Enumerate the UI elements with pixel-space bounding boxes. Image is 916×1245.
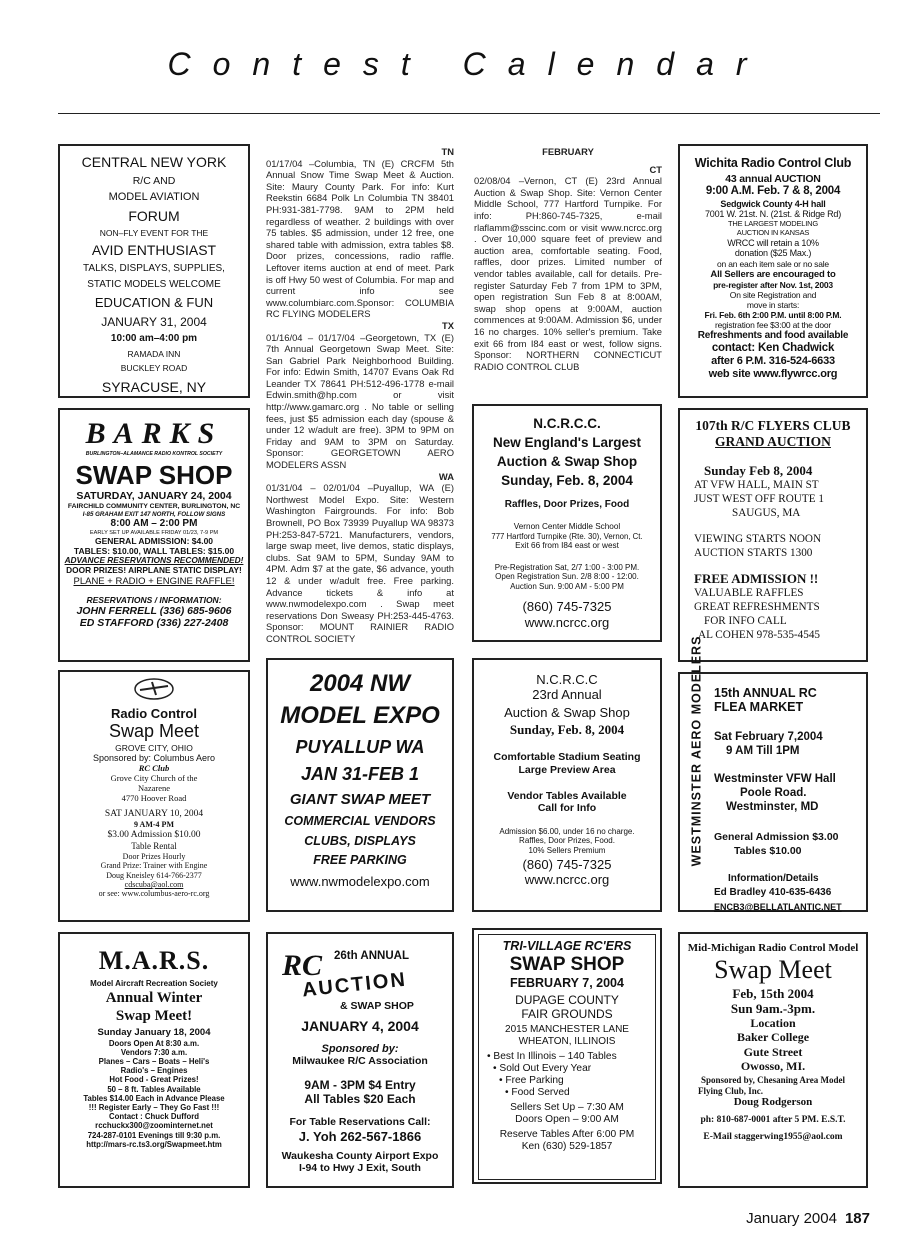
- ad-line: (860) 745-7325: [522, 857, 612, 873]
- listings-column-1: [266, 146, 454, 644]
- ad-line: NON–FLY EVENT FOR THE: [99, 228, 209, 239]
- ad-line: BARKS: [85, 417, 223, 450]
- ad-line: FOR INFO CALL: [704, 614, 787, 627]
- ad-line: Comfortable Stadium Seating: [493, 751, 641, 764]
- ad-line: Auction & Swap Shop: [496, 453, 638, 469]
- ad-line: JOHN FERRELL (336) 685-9606: [76, 605, 232, 618]
- ad-line: All Tables $20 Each: [304, 1092, 416, 1107]
- ad-line: VALUABLE RAFFLES: [694, 586, 804, 599]
- ad-line: Annual Winter: [105, 990, 203, 1007]
- ad-line: Contact : Chuck Dufford: [108, 1112, 200, 1122]
- ad-line: 9:00 A.M. Feb. 7 & 8, 2004: [705, 185, 841, 198]
- ad-line: I-94 to Hwy J Exit, South: [299, 1162, 421, 1175]
- ad-line: Milwaukee R/C Association: [292, 1055, 428, 1068]
- ad-line: Doug Rodgerson: [733, 1096, 813, 1109]
- ad-line: N.C.R.C.C: [536, 672, 598, 687]
- ad-line: Sunday, Feb. 8, 2004: [509, 721, 625, 737]
- ad-nw-model-expo: [266, 658, 454, 912]
- ad-line: CLUBS, DISPLAYS: [304, 833, 416, 848]
- ad-line: move in starts:: [746, 300, 800, 311]
- ad-line: 9AM - 3PM $4 Entry: [304, 1077, 416, 1092]
- ad-line: Admission $6.00, under 16 no charge.: [499, 826, 635, 836]
- ad-line: & SWAP SHOP: [340, 1000, 414, 1012]
- ad-line: AUCTION STARTS 1300: [694, 546, 813, 559]
- ad-line: SAUGUS, MA: [732, 506, 801, 519]
- ad-line: Sunday Feb 8, 2004: [704, 462, 813, 478]
- ad-line: after 6 P.M. 316-524-6633: [711, 355, 835, 368]
- ad-westminster-flea-market: [678, 635, 868, 912]
- ad-line: CENTRAL NEW YORK: [81, 154, 227, 170]
- ad-line: JANUARY 4, 2004: [301, 1018, 419, 1034]
- ad-line: GREAT REFRESHMENTS: [694, 600, 820, 613]
- ad-grove-city-swap-meet: [58, 670, 250, 922]
- ad-line: N.C.R.C.C.: [533, 416, 601, 431]
- ad-line: TABLES: $10.00, WALL TABLES: $15.00: [73, 546, 235, 557]
- ad-line: $3.00 Admission $10.00: [107, 829, 201, 840]
- ad-line: ADVANCE RESERVATIONS RECOMMENDED!: [64, 555, 244, 566]
- listing-columbia-tn: 01/17/04 –Columbia, TN (E) CRCFM 5th Annual Snow Time Swap Meet & Auction. Site: Maury County Park. For info: Kurt Reekstin 6684 Polk Ln Columbia TN 38401 PH:931-381-7798. 9AM to 2PM held regardless of weather. 2 buildings with over 75 tables. $5 admission, under 12 free, one shared table with admission, extra tables $8. Door prizes, concessions, radio raffle. Leftover items auction at end of meet. Park is off Hwy 50 west of Columbia. For map and current info see www.columbiarc.com.Sponsor: COLUMBIA RC FLYING MODELERS: [266, 157, 454, 320]
- ad-line: ENCB3@BELLATLANTIC.NET: [714, 902, 842, 912]
- ad-line: Sponsored by, Chesaning Area Model: [701, 1074, 845, 1085]
- ad-line: EARLY SET UP AVAILABLE FRIDAY 01/23, 7-9 PM: [89, 529, 219, 536]
- ad-line: R/C AND: [132, 174, 176, 187]
- ad-line: Swap Meet!: [115, 1007, 193, 1024]
- ad-line: FORUM: [128, 207, 180, 224]
- ad-line: RC Club: [138, 763, 170, 774]
- ad-line: Owosso, MI.: [740, 1058, 806, 1073]
- ad-line: Swap Meet: [714, 954, 832, 984]
- ad-line: Fri. Feb. 6th 2:00 P.M. until 8:00 P.M.: [704, 310, 842, 321]
- ad-ncrcc-new-england: [472, 404, 662, 642]
- ad-line: Auction Sun. 9:00 AM - 5:00 PM: [510, 581, 624, 591]
- ad-mars-winter-swap-meet: [58, 932, 250, 1188]
- ad-line: VIEWING STARTS NOON: [694, 532, 822, 545]
- sponsor-text: Sponsored by: Columbus Aero: [92, 752, 216, 763]
- ad-line: donation ($25 Max.): [734, 248, 812, 259]
- ad-line: Reserve Tables After 6:00 PM: [499, 1129, 635, 1140]
- ad-line: Westminster VFW Hall: [714, 773, 836, 785]
- ad-line: 7001 W. 21st. N. (21st. & Ridge Rd): [704, 209, 842, 220]
- ad-ncrcc-23rd-annual: [472, 658, 662, 912]
- ad-line: FLEA MARKET: [714, 700, 804, 714]
- ad-line: Vernon Center Middle School: [513, 522, 621, 532]
- ad-line: SWAP SHOP: [509, 953, 625, 975]
- ad-line: 15th ANNUAL RC: [714, 686, 817, 700]
- ad-line: web site www.flywrcc.org: [708, 368, 838, 381]
- ad-line: ED STAFFORD (336) 227-2408: [79, 617, 229, 630]
- ad-line: Information/Details: [728, 873, 819, 884]
- ad-line: On site Registration and: [729, 290, 817, 301]
- ad-line: COMMERCIAL VENDORS: [284, 813, 436, 828]
- ad-line: BURLINGTON–ALAMANCE RADIO KONTROL SOCIETY: [85, 451, 223, 458]
- ad-central-new-york-forum: [58, 144, 250, 398]
- ad-line: 9 AM Till 1PM: [726, 745, 800, 757]
- ad-line: Ken (630) 529-1857: [521, 1141, 613, 1153]
- ad-line: STATIC MODELS WELCOME: [87, 278, 221, 290]
- ad-line: Grand Prize: Trainer with Engine: [100, 861, 208, 871]
- ad-line: Raffles, Door Prizes, Food: [504, 498, 630, 510]
- ad-line: rcchuckx300@zoominternet.net: [95, 1121, 213, 1131]
- ad-line: Vendors 7:30 a.m.: [120, 1047, 188, 1057]
- ad-line: For Table Reservations Call:: [289, 1116, 431, 1129]
- month-heading-february: FEBRUARY: [542, 146, 594, 157]
- ad-line: Location: [750, 1016, 796, 1031]
- ad-line: J. Yoh 262-567-1866: [298, 1128, 422, 1144]
- ad-line: 10:00 am–4:00 pm: [110, 332, 198, 344]
- ad-line: Pre-Registration Sat, 2/7 1:00 - 3:00 PM.: [494, 563, 640, 573]
- ad-line: JUST WEST OFF ROUTE 1: [694, 492, 824, 505]
- ad-line: Sunday January 18, 2004: [97, 1027, 211, 1039]
- ad-line: WRCC will retain a 10%: [727, 237, 819, 248]
- ad-line: (860) 745-7325: [522, 599, 612, 615]
- ad-line: Sedgwick County 4-H hall: [720, 198, 826, 209]
- listing-vernon-ct: 02/08/04 –Vernon, CT (E) 23rd Annual Auction & Swap Shop. Site: Vernon Center Middle School, 777 Hartford Turnpike. For info: PH:860-745-7325, e-mail rlaflamm@sscinc.com or visit www.ncrcc.org . Over 10,000 square feet of preview and auction area, comfortable seating. Food, raffles, door prizes. Limited number of vendor tables available, call for details. Pre-register Saturday Feb 7 from 1PM to 3PM, open registration Sun Feb 8 at 8:00AM, swap shop opens at 9:00AM, auction commences at 9:00AM. Admission $6, under 16 no charges. 10% seller's premium. Take exit 66 from I84 east or west, follow signs. Sponsor: NORTHERN CONNECTICUT RADIO CONTROL CLUB: [474, 175, 662, 372]
- footer-date: January 2004: [746, 1210, 837, 1227]
- ad-line: JANUARY 31, 2004: [101, 314, 207, 329]
- ad-line: FEBRUARY 7, 2004: [510, 976, 624, 991]
- ad-line: Planes – Cars – Boats – Heli's: [98, 1057, 210, 1067]
- westminster-vertical-label: WESTMINSTER AERO MODELERS: [689, 635, 704, 867]
- ad-line: Baker College: [736, 1030, 810, 1045]
- page-title: Contest Calendar: [167, 46, 769, 82]
- ad-line: FREE ADMISSION !!: [694, 570, 819, 586]
- ad-line: www.ncrcc.org: [524, 872, 610, 888]
- ad-line: FAIR GROUNDS: [521, 1007, 613, 1022]
- ad-line: Mid-Michigan Radio Control Model: [687, 942, 859, 954]
- ad-line: Westminster, MD: [726, 801, 819, 813]
- ad-line: Large Preview Area: [518, 763, 616, 776]
- ad-line: or see: www.columbus-aero-rc.org: [98, 889, 210, 899]
- ad-line: SATURDAY, JANUARY 24, 2004: [76, 490, 232, 503]
- ad-line: !!! Register Early – They Go Fast !!!: [88, 1103, 220, 1112]
- ad-line: Call for Info: [537, 802, 597, 815]
- ad-line: ph: 810-687-0001 after 5 PM. E.S.T.: [700, 1115, 846, 1126]
- ad-line: E-Mail staggerwing1955@aol.com: [703, 1132, 843, 1143]
- listings-column-2: [474, 146, 662, 372]
- ad-line: Table Rental: [131, 841, 177, 852]
- ad-line: 43 annual AUCTION: [725, 172, 821, 185]
- ad-line: pre-register after Nov. 1st, 2003: [713, 280, 833, 291]
- ad-line: Sat February 7,2004: [714, 731, 823, 743]
- ad-line: All Sellers are encouraged to: [710, 268, 836, 280]
- ad-line: Radio's – Engines: [120, 1066, 188, 1076]
- auction-word: AUCTION: [301, 968, 408, 1002]
- ad-line: Raffles, Door Prizes, Food.: [519, 836, 615, 846]
- ad-line: Nazarene: [137, 783, 171, 794]
- ad-line: Wichita Radio Control Club: [694, 156, 852, 170]
- ad-line: contact: Ken Chadwick: [711, 341, 835, 354]
- ad-line: GENERAL ADMISSION: $4.00: [94, 536, 214, 547]
- ad-line: TALKS, DISPLAYS, SUPPLIES,: [83, 262, 225, 274]
- ad-line: GRAND AUCTION: [715, 433, 831, 449]
- page-number: 187: [844, 1210, 870, 1227]
- ad-line: on an each item sale or no sale: [717, 258, 829, 269]
- ad-line: Poole Road.: [740, 787, 807, 799]
- header-rule: [58, 113, 880, 114]
- ad-line: SWAP SHOP: [75, 459, 233, 490]
- ad-line: 4770 Hoover Road: [121, 793, 187, 804]
- ad-line: • Free Parking: [499, 1074, 564, 1086]
- ad-line: Auction & Swap Shop: [504, 704, 630, 720]
- ad-line: • Food Served: [505, 1086, 570, 1098]
- state-heading-ct: CT: [649, 163, 662, 175]
- ad-line: JAN 31-FEB 1: [300, 763, 420, 784]
- ad-line: GROVE CITY, OHIO: [115, 742, 193, 753]
- ad-line: AVID ENTHUSIAST: [91, 242, 217, 259]
- ad-line: AT VFW HALL, MAIN ST: [694, 478, 819, 491]
- ad-line: Swap Meet: [108, 721, 200, 742]
- ad-line: General Admission $3.00: [714, 831, 839, 843]
- ad-line: MODEL EXPO: [280, 702, 440, 730]
- ad-line: Feb, 15th 2004: [732, 985, 814, 1001]
- ad-line: • Best In Illinois – 140 Tables: [487, 1050, 617, 1062]
- ad-line: 9 AM-4 PM: [134, 820, 174, 830]
- ad-line: FREE PARKING: [313, 853, 407, 868]
- ad-line: Grove City Church of the: [110, 773, 198, 784]
- ad-line: FAIRCHILD COMMUNITY CENTER, BURLINGTON, NC: [67, 502, 241, 510]
- ad-line: 2015 MANCHESTER LANE: [505, 1024, 629, 1036]
- ad-line: THE LARGEST MODELING: [727, 218, 819, 228]
- ad-line: 8:00 AM – 2:00 PM: [110, 517, 198, 529]
- listing-georgetown-tx: 01/16/04 – 01/17/04 –Georgetown, TX (E) 7th Annual Georgetown Swap Meet. Site: San Gabriel Park Neighborhood Building. For info: Edwin Smith, 14707 Evans Oak Rd Leander TX 78641 PH:512-496-1778 e-mail Edwin.smith@hp.com or visit http://www.gamarc.org . No table or selling fees, just $5 admission each day (spouse & under 12 w/adult are free). 3PM to 9PM on Friday and 9AM to 3PM on Saturday. Sponsor: GEORGETOWN AERO MODELERS ASSN: [266, 331, 454, 471]
- ad-line: Doug Kneisley 614-766-2377: [106, 870, 202, 880]
- state-heading-wa: WA: [438, 470, 454, 482]
- ad-line: 724-287-0101 Evenings till 9:30 p.m.: [87, 1130, 221, 1140]
- ad-line: Gute Street: [743, 1044, 803, 1059]
- ad-line: 2004 NW: [309, 670, 411, 697]
- ad-line: Sellers Set Up – 7:30 AM: [510, 1101, 624, 1113]
- ad-line: RESERVATIONS / INFORMATION:: [86, 595, 222, 606]
- flyers-title: 107th R/C FLYERS CLUB: [695, 418, 851, 433]
- page-footer: [746, 1210, 870, 1227]
- ad-line: Model Aircraft Recreation Society: [90, 978, 218, 988]
- ad-line: Ed Bradley 410-635-6436: [714, 887, 832, 898]
- ad-line: Door Prizes Hourly: [122, 851, 186, 861]
- ad-line: RAMADA INN: [127, 348, 181, 359]
- ad-line: • Sold Out Every Year: [493, 1062, 592, 1074]
- ad-rc-flyers-club-auction: [678, 408, 868, 662]
- ad-line: 23rd Annual: [532, 687, 602, 703]
- ad-line: Vendor Tables Available: [507, 790, 627, 803]
- ad-line: WHEATON, ILLINOIS: [518, 1036, 616, 1048]
- ad-line: DOOR PRIZES! AIRPLANE STATIC DISPLAY!: [66, 565, 242, 576]
- ad-line: SAT JANUARY 10, 2004: [104, 809, 204, 820]
- ad-line: Radio Control: [111, 706, 197, 721]
- ad-line: Doors Open At 8:30 a.m.: [108, 1038, 200, 1048]
- ad-line: www.nwmodelexpo.com: [290, 874, 430, 890]
- ad-line: M.A.R.S.: [98, 946, 210, 975]
- ad-line: Flying Club, Inc.: [698, 1085, 764, 1096]
- ad-line: GIANT SWAP MEET: [289, 791, 431, 809]
- ad-line: Sponsored by:: [321, 1042, 399, 1055]
- state-heading-tx: TX: [442, 319, 454, 331]
- ad-line: New England's Largest: [493, 434, 641, 450]
- listing-puyallup-wa: 01/31/04 – 02/01/04 –Puyallup, WA (E) Northwest Model Expo. Site: Western Washington Fairgrounds. For info: Bob Brownell, PO Box 73939 Puyallup WA 98373 PH:253-847-5721. Manufacturers, vendors, large swap meet, live demos, static displays, clubs. Sat 9AM to 5PM, Sunday 9AM to 4PM. Adm $7 at the gate, $6 advance, youth 12 & under w/adult free. Free parking. Advance tickets & info at www.nwmodelexpo.com . Swap meet reservations Don Sweasy PH:253-445-4763. Sponsor: MOUNT RAINIER RADIO CONTROL SOCIETY: [266, 482, 454, 644]
- ad-milwaukee-auction: [266, 932, 454, 1188]
- ad-tri-village-swap-shop: [472, 928, 662, 1184]
- ad-line: Doors Open – 9:00 AM: [515, 1113, 619, 1125]
- ad-barks-swap-shop: [58, 408, 250, 662]
- ad-line: PUYALLUP WA: [295, 736, 425, 757]
- ad-line: DUPAGE COUNTY: [515, 992, 619, 1007]
- ad-line: EDUCATION & FUN: [94, 294, 214, 310]
- ad-line: [680, 418, 866, 434]
- ad-line: cdscuba@aol.com: [124, 880, 184, 890]
- ad-line: Hot Food - Great Prizes!: [109, 1075, 199, 1085]
- ad-line: PLANE + RADIO + ENGINE RAFFLE!: [73, 575, 235, 587]
- state-heading-tn: TN: [441, 146, 454, 157]
- ad-line: 50 – 8 ft. Tables Available: [107, 1084, 201, 1094]
- ad-line: AL COHEN 978-535-4545: [698, 628, 821, 641]
- ad-line: Tables $14.00 Each in Advance Please: [83, 1093, 225, 1103]
- ad-line: Tables $10.00: [734, 845, 802, 857]
- ad-line: SYRACUSE, NY: [101, 378, 207, 395]
- ad-line: I-85 GRAHAM EXIT 147 NORTH, FOLLOW SIGNS: [82, 510, 226, 518]
- ad-line: www.ncrcc.org: [524, 614, 610, 630]
- ad-line: BUCKLEY ROAD: [120, 362, 188, 373]
- ad-line: registration fee $3:00 at the door: [714, 320, 832, 331]
- ad-line: Sunday, Feb. 8, 2004: [501, 472, 633, 488]
- ad-mid-michigan-swap-meet: [678, 932, 868, 1188]
- ad-line: AUCTION IN KANSAS: [736, 227, 810, 237]
- ad-line: Waukesha County Airport Expo: [281, 1149, 439, 1162]
- ad-line: 777 Hartford Turnpike (Rte. 30), Vernon, Ct.: [491, 532, 643, 542]
- ad-line: [60, 753, 248, 764]
- ad-line: 26th ANNUAL: [334, 950, 409, 962]
- ad-line: Exit 66 from I84 east or west: [515, 541, 619, 551]
- club-logo-icon: [132, 676, 176, 702]
- ad-line: MODEL AVIATION: [108, 190, 200, 203]
- ad-line: http://mars-rc.ts3.org/Swapmeet.htm: [86, 1139, 222, 1149]
- rc-logo-text: RC: [282, 949, 323, 982]
- ad-line: Sun 9am.-3pm.: [730, 1000, 816, 1016]
- ad-line: 10% Sellers Premium: [528, 845, 606, 855]
- ad-line: Open Registration Sun. 2/8 8:00 - 12:00.: [495, 572, 639, 582]
- ad-line: Refreshments and food available: [697, 330, 849, 342]
- ad-line: TRI-VILLAGE RC'ERS: [502, 939, 632, 953]
- ad-wichita-auction: [678, 144, 868, 398]
